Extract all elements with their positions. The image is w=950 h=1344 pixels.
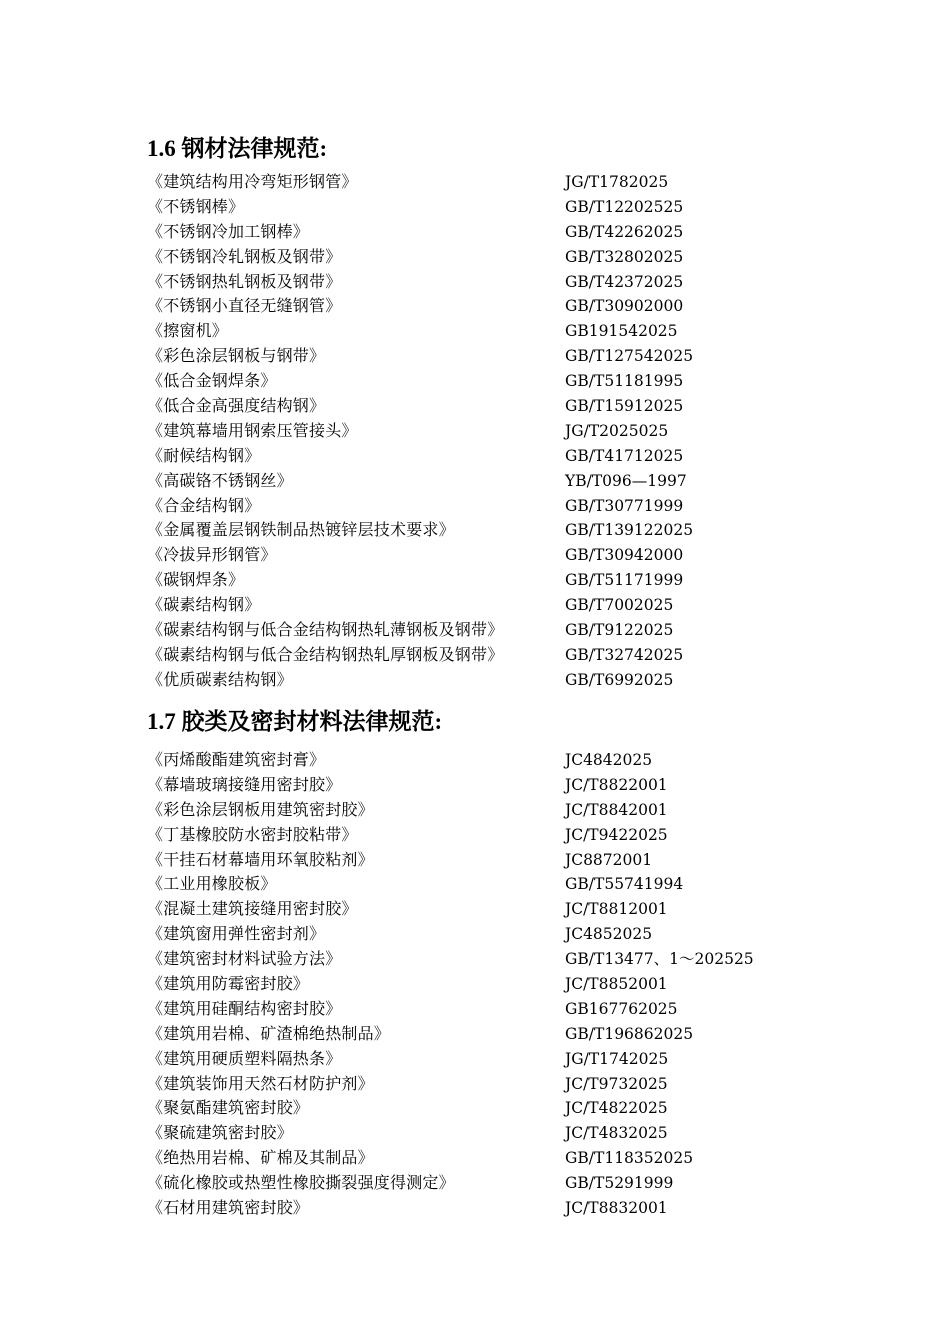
- standard-title: 《硫化橡胶或热塑性橡胶撕裂强度得测定》: [147, 1173, 455, 1193]
- standard-code: GB167762025: [565, 999, 678, 1018]
- list-item: [147, 823, 907, 848]
- standard-title: 《建筑用硅酮结构密封胶》: [147, 998, 342, 1018]
- standard-code: GB/T30902000: [565, 297, 684, 316]
- list-item: [147, 444, 907, 469]
- list-item: [147, 543, 907, 568]
- list-item: [147, 922, 907, 947]
- standard-code: GB/T30942000: [565, 546, 684, 565]
- standard-title: 《建筑用防霉密封胶》: [147, 974, 310, 994]
- standard-code: JG/T1742025: [565, 1049, 669, 1068]
- list-item: [147, 947, 907, 972]
- list-item: [147, 668, 907, 693]
- standard-title: 《不锈钢冷加工钢棒》: [147, 221, 310, 241]
- list-item: [147, 1121, 907, 1146]
- list-item: [147, 469, 907, 494]
- standard-code: GB/T32742025: [565, 645, 684, 664]
- standard-code: JC/T9732025: [565, 1074, 668, 1093]
- standard-code: GB/T6992025: [565, 670, 674, 689]
- standard-code: GB/T5291999: [565, 1174, 674, 1193]
- standard-title: 《优质碳素结构钢》: [147, 669, 293, 689]
- standard-code: JC/T8822001: [565, 775, 668, 794]
- standard-title: 《碳素结构钢与低合金结构钢热轧薄钢板及钢带》: [147, 620, 504, 640]
- standard-code: GB/T118352025: [565, 1149, 694, 1168]
- standard-title: 《丁基橡胶防水密封胶粘带》: [147, 824, 358, 844]
- list-item: [147, 419, 907, 444]
- standard-code: JC/T8842001: [565, 800, 668, 819]
- list-item: [147, 195, 907, 220]
- list-item: [147, 294, 907, 319]
- list-item: [147, 270, 907, 295]
- standard-title: 《碳素结构钢与低合金结构钢热轧厚钢板及钢带》: [147, 644, 504, 664]
- standard-title: 《耐候结构钢》: [147, 445, 261, 465]
- standard-title: 《低合金高强度结构钢》: [147, 396, 326, 416]
- list-item: [147, 1022, 907, 1047]
- list-item: [147, 1146, 907, 1171]
- section-heading: 1.6 钢材法律规范:: [147, 136, 328, 161]
- list-item: [147, 245, 907, 270]
- standard-title: 《建筑结构用冷弯矩形钢管》: [147, 172, 358, 191]
- standard-title: 《混凝土建筑接缝用密封胶》: [147, 899, 358, 919]
- standard-code: GB/T42372025: [565, 272, 684, 291]
- standard-title: 《建筑装饰用天然石材防护剂》: [147, 1073, 374, 1093]
- standard-code: GB/T41712025: [565, 446, 684, 465]
- list-item: [147, 618, 907, 643]
- standard-code: GB/T127542025: [565, 347, 694, 366]
- standard-code: JC/T8852001: [565, 975, 668, 994]
- standard-code: GB191542025: [565, 322, 678, 341]
- list-item: [147, 1047, 907, 1072]
- list-item: [147, 170, 907, 195]
- list-item: [147, 394, 907, 419]
- standard-title: 《彩色涂层钢板与钢带》: [147, 346, 326, 366]
- standard-code: GB/T13477、1～202525: [565, 950, 754, 969]
- standard-code: GB/T51181995: [565, 372, 684, 391]
- standard-title: 《碳钢焊条》: [147, 570, 245, 590]
- standard-title: 《绝热用岩棉、矿棉及其制品》: [147, 1148, 374, 1168]
- standard-title: 《碳素结构钢》: [147, 595, 261, 615]
- standard-title: 《幕墙玻璃接缝用密封胶》: [147, 774, 342, 794]
- standard-title: 《不锈钢热轧钢板及钢带》: [147, 271, 342, 291]
- list-item: [147, 1171, 907, 1196]
- standard-title: 《建筑用岩棉、矿渣棉绝热制品》: [147, 1023, 391, 1043]
- list-item: [147, 494, 907, 519]
- standard-title: 《擦窗机》: [147, 321, 229, 341]
- list-item: [147, 897, 907, 922]
- standards-list: [147, 170, 907, 693]
- standard-title: 《建筑密封材料试验方法》: [147, 949, 342, 969]
- standard-code: JC/T4832025: [565, 1124, 668, 1143]
- list-item: [147, 872, 907, 897]
- list-item: [147, 593, 907, 618]
- list-item: [147, 1096, 907, 1121]
- list-item: [147, 798, 907, 823]
- list-item: [147, 568, 907, 593]
- standard-title: 《建筑幕墙用钢索压管接头》: [147, 420, 358, 440]
- standard-title: 《石材用建筑密封胶》: [147, 1198, 310, 1218]
- standard-code: GB/T15912025: [565, 397, 684, 416]
- standard-title: 《聚氨酯建筑密封胶》: [147, 1098, 310, 1118]
- standard-code: GB/T196862025: [565, 1024, 694, 1043]
- standard-title: 《低合金钢焊条》: [147, 371, 277, 391]
- standard-code: JC/T9422025: [565, 825, 668, 844]
- standard-code: JG/T1782025: [565, 173, 669, 191]
- standard-code: YB/T096—1997: [565, 471, 687, 490]
- standard-code: GB/T9122025: [565, 621, 674, 640]
- list-item: [147, 369, 907, 394]
- standard-title: 《丙烯酸酯建筑密封膏》: [147, 750, 326, 769]
- standard-code: JG/T2025025: [565, 421, 669, 440]
- standard-code: JC4842025: [565, 751, 653, 769]
- list-item: [147, 997, 907, 1022]
- standard-title: 《冷拔异形钢管》: [147, 545, 277, 565]
- list-item: [147, 643, 907, 668]
- standard-title: 《干挂石材幕墙用环氧胶粘剂》: [147, 849, 374, 869]
- list-item: [147, 1196, 907, 1221]
- standard-title: 《高碳铬不锈钢丝》: [147, 470, 293, 490]
- list-item: [147, 972, 907, 997]
- section-adhesive-sealant-standards: [147, 705, 907, 1221]
- standard-code: JC/T8832001: [565, 1199, 668, 1218]
- standard-code: GB/T139122025: [565, 521, 694, 540]
- list-item: [147, 773, 907, 798]
- list-item: [147, 518, 907, 543]
- standard-code: JC/T4822025: [565, 1099, 668, 1118]
- section-steel-standards: [147, 132, 907, 693]
- standard-title: 《聚硫建筑密封胶》: [147, 1123, 293, 1143]
- list-item: [147, 344, 907, 369]
- standard-title: 《建筑窗用弹性密封剂》: [147, 924, 326, 944]
- standard-code: GB/T42262025: [565, 222, 684, 241]
- standard-code: JC/T8812001: [565, 900, 668, 919]
- standard-title: 《不锈钢小直径无缝钢管》: [147, 296, 342, 316]
- list-item: [147, 748, 907, 773]
- list-item: [147, 319, 907, 344]
- standard-title: 《工业用橡胶板》: [147, 874, 277, 894]
- standard-code: JC8872001: [565, 850, 653, 869]
- standard-code: JC4852025: [565, 925, 653, 944]
- standards-list: [147, 748, 907, 1221]
- standard-title: 《不锈钢棒》: [147, 196, 245, 216]
- standard-title: 《不锈钢冷轧钢板及钢带》: [147, 246, 342, 266]
- standard-title: 《建筑用硬质塑料隔热条》: [147, 1048, 342, 1068]
- standard-code: GB/T55741994: [565, 875, 684, 894]
- list-item: [147, 848, 907, 873]
- section-heading: 1.7 胶类及密封材料法律规范:: [147, 709, 443, 734]
- standard-code: GB/T30771999: [565, 496, 684, 515]
- standard-title: 《合金结构钢》: [147, 495, 261, 515]
- list-item: [147, 220, 907, 245]
- standard-title: 《金属覆盖层钢铁制品热镀锌层技术要求》: [147, 520, 455, 540]
- standard-code: GB/T7002025: [565, 596, 674, 615]
- standard-code: GB/T51171999: [565, 571, 684, 590]
- standard-code: GB/T32802025: [565, 247, 684, 266]
- standard-code: GB/T12202525: [565, 197, 684, 216]
- list-item: [147, 1072, 907, 1097]
- standard-title: 《彩色涂层钢板用建筑密封胶》: [147, 799, 374, 819]
